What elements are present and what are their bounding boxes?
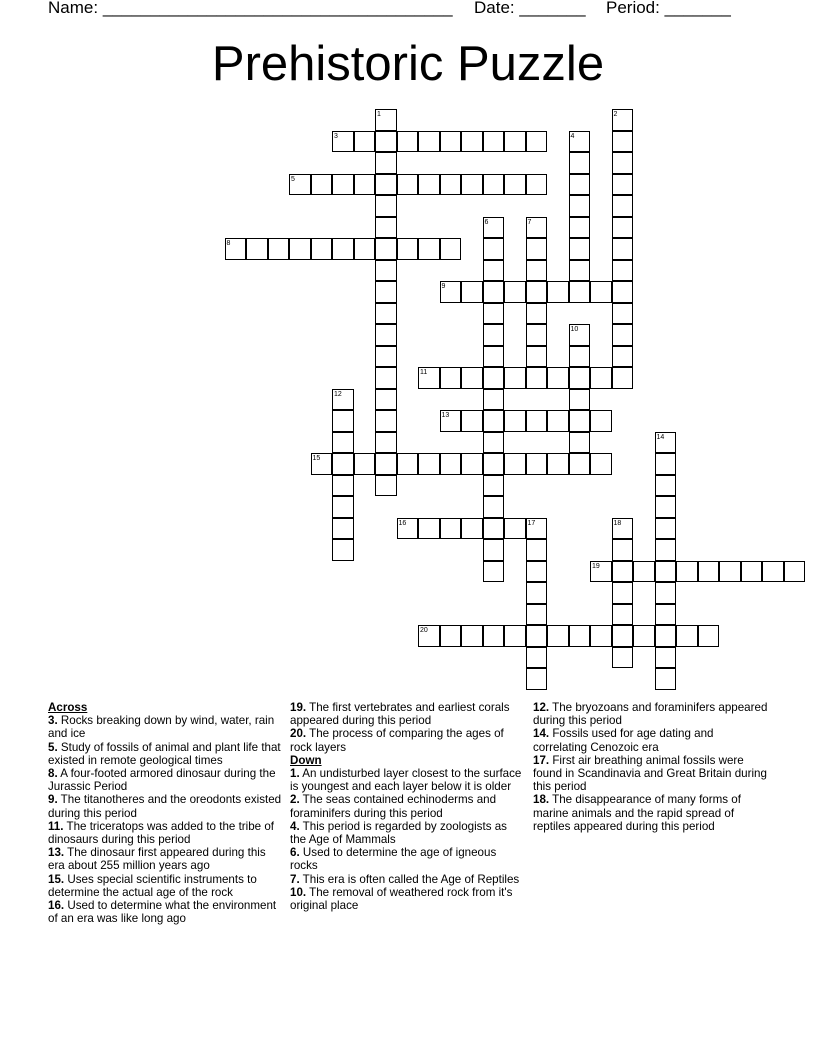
across-clue: [48, 714, 283, 740]
crossword-cell[interactable]: [418, 518, 440, 540]
crossword-cell[interactable]: [569, 389, 591, 411]
date-line: _______: [519, 0, 586, 17]
crossword-cell[interactable]: [418, 131, 440, 153]
crossword-cell[interactable]: [483, 281, 505, 303]
clue-text: The triceratops was added to the tribe of dinosaurs during this period: [48, 819, 275, 847]
crossword-cell[interactable]: [483, 432, 505, 454]
crossword-cell[interactable]: [655, 604, 677, 626]
crossword-cell[interactable]: [397, 174, 419, 196]
crossword-cell[interactable]: [483, 410, 505, 432]
crossword-cell[interactable]: [526, 324, 548, 346]
crossword-cell[interactable]: [483, 303, 505, 325]
crossword-cell[interactable]: [526, 625, 548, 647]
crossword-cell[interactable]: [332, 539, 354, 561]
crossword-cell[interactable]: [461, 518, 483, 540]
crossword-cell[interactable]: [569, 625, 591, 647]
crossword-cell[interactable]: [612, 238, 634, 260]
crossword-cell[interactable]: [440, 131, 462, 153]
crossword-cell[interactable]: [461, 131, 483, 153]
crossword-cell[interactable]: [375, 346, 397, 368]
across-clue: [48, 899, 283, 925]
clue-number: 15: [312, 455, 321, 462]
crossword-cell[interactable]: [332, 453, 354, 475]
clue-number: 12: [334, 390, 342, 398]
crossword-cell[interactable]: [332, 475, 354, 497]
clue-number: 10.: [290, 885, 307, 899]
crossword-cell[interactable]: [569, 367, 591, 389]
crossword-cell[interactable]: [633, 625, 655, 647]
crossword-cell[interactable]: [526, 367, 548, 389]
clue-number: 2.: [290, 793, 300, 807]
crossword-cell[interactable]: [375, 131, 397, 153]
clue-number: 9.: [48, 793, 58, 807]
clue-number: 10: [570, 326, 579, 333]
crossword-cell[interactable]: [590, 367, 612, 389]
crossword-cell[interactable]: [612, 625, 634, 647]
down-clue: [533, 727, 768, 753]
across-clue: [290, 701, 522, 727]
clue-number: 11: [420, 369, 428, 376]
crossword-cell[interactable]: [332, 518, 354, 540]
crossword-cell[interactable]: [461, 281, 483, 303]
crossword-cell[interactable]: [268, 238, 290, 260]
crossword-cell[interactable]: [633, 561, 655, 583]
crossword-cell[interactable]: [655, 453, 677, 475]
down-heading: Down: [290, 753, 322, 767]
crossword-cell[interactable]: [354, 174, 376, 196]
clue-text: The bryozoans and foraminifers appeared during this period: [533, 701, 768, 728]
clue-column-3: [533, 701, 768, 833]
across-clue: [48, 793, 283, 819]
name-label: Name:: [48, 0, 99, 17]
crossword-cell[interactable]: [375, 410, 397, 432]
crossword-cell[interactable]: [354, 453, 376, 475]
page-title: Prehistoric Puzzle: [211, 37, 605, 91]
across-clue: [48, 767, 283, 793]
clue-number: 7.: [290, 872, 300, 886]
crossword-cell[interactable]: [440, 453, 462, 475]
down-clue: [533, 701, 768, 727]
clue-number: 8.: [48, 767, 58, 781]
clue-text: Used to determine what the environment of an era was like long ago: [48, 899, 277, 926]
clue-text: The titanotheres and the oreodonts existed during this period: [48, 793, 282, 820]
crossword-cell[interactable]: [504, 281, 526, 303]
across-clue: [48, 873, 283, 899]
clue-text: An undisturbed layer closest to the surface is youngest and each layer below it is older: [290, 767, 522, 794]
clue-number: 20.: [290, 727, 307, 741]
crossword-cell[interactable]: [612, 174, 634, 196]
clue-text: Fossils used for age dating and correlating Cenozoic era: [533, 727, 714, 754]
crossword-cell[interactable]: [504, 174, 526, 196]
date-label: Date:: [474, 0, 515, 17]
crossword-cell[interactable]: [332, 174, 354, 196]
crossword-cell[interactable]: [504, 518, 526, 540]
crossword-cell[interactable]: [332, 238, 354, 260]
across-clue: [48, 820, 283, 846]
crossword-cell[interactable]: [526, 453, 548, 475]
period-label: Period:: [606, 0, 660, 17]
crossword-cell[interactable]: [612, 131, 634, 153]
clue-text: The dinosaur first appeared during this era about 255 million years ago: [48, 846, 266, 873]
across-clue-list-continued: [290, 701, 522, 754]
crossword-cell[interactable]: [569, 260, 591, 282]
crossword-cell[interactable]: [526, 668, 548, 690]
clue-number: 3.: [48, 714, 58, 728]
clue-number: 13.: [48, 846, 65, 860]
crossword-cell[interactable]: [483, 346, 505, 368]
crossword-cell[interactable]: [590, 281, 612, 303]
crossword-cell[interactable]: [676, 561, 698, 583]
clue-number: 1: [377, 111, 381, 118]
crossword-cell[interactable]: [483, 625, 505, 647]
crossword-cell[interactable]: [375, 195, 397, 217]
clue-text: The removal of weathered rock from it's original place: [290, 885, 513, 913]
crossword-cell[interactable]: [569, 453, 591, 475]
crossword-cell[interactable]: [461, 453, 483, 475]
crossword-cell[interactable]: [332, 410, 354, 432]
clue-text: Uses special scientific instruments to determine the actual age of the rock: [48, 872, 257, 899]
crossword-cell[interactable]: [655, 668, 677, 690]
crossword-cell[interactable]: [569, 217, 591, 239]
across-clue: [48, 741, 283, 767]
crossword-cell[interactable]: [526, 539, 548, 561]
crossword-cell[interactable]: [332, 496, 354, 518]
clue-number: 6.: [290, 846, 300, 860]
crossword-cell[interactable]: [590, 410, 612, 432]
crossword-cell[interactable]: [612, 195, 634, 217]
crossword-cell[interactable]: [655, 561, 677, 583]
clue-number: 8: [226, 240, 231, 247]
clue-number: 16: [398, 519, 407, 527]
crossword-cell[interactable]: [397, 131, 419, 153]
period-line: _______: [664, 0, 731, 17]
clue-text: The first vertebrates and earliest corals appeared during this period: [290, 701, 510, 728]
crossword-cell[interactable]: [504, 131, 526, 153]
down-clue: [290, 793, 522, 819]
clue-number: 5: [291, 175, 295, 183]
clue-number: 4.: [290, 819, 300, 833]
clue-column-2: [290, 701, 522, 912]
clue-text: This period is regarded by zoologists as the Age of Mammals: [290, 819, 507, 847]
crossword-cell[interactable]: [483, 561, 505, 583]
crossword-cell[interactable]: [461, 625, 483, 647]
crossword-cell[interactable]: [397, 238, 419, 260]
crossword-cell[interactable]: [375, 217, 397, 239]
clue-number: 2: [613, 111, 618, 118]
clue-number: 16.: [48, 899, 65, 913]
crossword-cell[interactable]: [418, 238, 440, 260]
crossword-cell[interactable]: [504, 367, 526, 389]
down-clue-list: [290, 767, 522, 912]
crossword-cell[interactable]: [504, 625, 526, 647]
crossword-cell[interactable]: [719, 561, 741, 583]
crossword-cell[interactable]: [375, 324, 397, 346]
clue-text: This era is often called the Age of Reptiles: [299, 872, 520, 886]
crossword-cell[interactable]: [526, 281, 548, 303]
crossword-cell[interactable]: [547, 625, 569, 647]
crossword-cell[interactable]: [440, 174, 462, 196]
clue-number: 19.: [290, 701, 307, 714]
crossword-cell[interactable]: [698, 625, 720, 647]
crossword-cell[interactable]: [590, 625, 612, 647]
clue-number: 3: [334, 132, 338, 140]
crossword-cell[interactable]: [612, 367, 634, 389]
crossword-cell[interactable]: [289, 238, 311, 260]
across-clue: [48, 846, 283, 872]
clue-text: Rocks breaking down by wind, water, rain and ice: [48, 714, 275, 741]
crossword-cell[interactable]: [762, 561, 784, 583]
crossword-cell[interactable]: [526, 174, 548, 196]
clue-number: 12.: [533, 701, 550, 714]
crossword-cell[interactable]: [569, 410, 591, 432]
crossword-cell[interactable]: [375, 281, 397, 303]
crossword-cell[interactable]: [440, 518, 462, 540]
crossword-cell[interactable]: [483, 539, 505, 561]
crossword-cell[interactable]: [483, 453, 505, 475]
crossword-cell[interactable]: [483, 389, 505, 411]
crossword-cell[interactable]: [483, 324, 505, 346]
crossword-cell[interactable]: [612, 281, 634, 303]
clue-text: Used to determine the age of igneous rocks: [290, 846, 497, 873]
crossword-cell[interactable]: [526, 561, 548, 583]
crossword-cell[interactable]: [655, 475, 677, 497]
crossword-cell[interactable]: [332, 432, 354, 454]
crossword-cell[interactable]: [375, 389, 397, 411]
clue-number: 17.: [533, 753, 550, 767]
clue-text: The disappearance of many forms of marine animals and the rapid spread of reptiles appeared during this period: [533, 793, 741, 833]
crossword-cell[interactable]: [375, 238, 397, 260]
crossword-cell[interactable]: [483, 260, 505, 282]
crossword-cell[interactable]: [526, 303, 548, 325]
crossword-cell[interactable]: [375, 367, 397, 389]
crossword-cell[interactable]: [504, 453, 526, 475]
crossword-cell[interactable]: [526, 131, 548, 153]
crossword-cell[interactable]: [741, 561, 763, 583]
crossword-cell[interactable]: [418, 174, 440, 196]
clue-number: 13: [441, 412, 450, 419]
crossword-cell[interactable]: [440, 367, 462, 389]
clue-number: 4: [570, 132, 575, 140]
crossword-cell[interactable]: [526, 410, 548, 432]
crossword-cell[interactable]: [612, 561, 634, 583]
name-line: _____________________________________: [102, 0, 453, 17]
crossword-cell[interactable]: [440, 625, 462, 647]
crossword-cell[interactable]: [526, 582, 548, 604]
crossword-cell[interactable]: [612, 582, 634, 604]
crossword-cell[interactable]: [526, 346, 548, 368]
down-clue: [290, 886, 522, 912]
clue-number: 1.: [290, 767, 300, 781]
crossword-cell[interactable]: [483, 496, 505, 518]
clue-text: The process of comparing the ages of rock layers: [290, 727, 504, 754]
across-clue-list: [48, 714, 283, 925]
crossword-cell[interactable]: [655, 647, 677, 669]
clue-text: First air breathing animal fossils were found in Scandinavia and Great Britain during this period: [533, 753, 767, 794]
crossword-cell[interactable]: [569, 281, 591, 303]
clue-number: 15.: [48, 872, 65, 886]
clue-text: The seas contained echinoderms and foraminifers during this period: [290, 793, 497, 820]
crossword-cell[interactable]: [526, 260, 548, 282]
crossword-cell[interactable]: [612, 539, 634, 561]
clue-number: 20: [420, 627, 428, 634]
crossword-cell[interactable]: [569, 432, 591, 454]
clue-number: 17: [527, 519, 536, 527]
crossword-cell[interactable]: [526, 238, 548, 260]
down-clue: [290, 767, 522, 793]
crossword-cell[interactable]: [784, 561, 806, 583]
clue-text: Study of fossils of animal and plant life that existed in remote geological times: [48, 740, 281, 767]
down-clue-list-continued: [533, 701, 768, 833]
crossword-cell[interactable]: [354, 131, 376, 153]
clue-number: 18: [613, 519, 622, 527]
across-heading: Across: [48, 701, 88, 714]
crossword-cell[interactable]: [612, 217, 634, 239]
crossword-cell[interactable]: [375, 260, 397, 282]
crossword-cell[interactable]: [461, 367, 483, 389]
crossword-cell[interactable]: [461, 174, 483, 196]
crossword-cell[interactable]: [547, 281, 569, 303]
crossword-cell[interactable]: [483, 367, 505, 389]
crossword-cell[interactable]: [612, 346, 634, 368]
across-clue: [290, 727, 522, 753]
crossword-cell[interactable]: [676, 625, 698, 647]
crossword-cell[interactable]: [612, 647, 634, 669]
crossword-cell[interactable]: [354, 238, 376, 260]
crossword-cell[interactable]: [311, 238, 333, 260]
crossword-cell[interactable]: [655, 539, 677, 561]
crossword-cell[interactable]: [483, 518, 505, 540]
crossword-cell[interactable]: [397, 453, 419, 475]
clue-number: 5.: [48, 740, 58, 754]
clue-text: A four-footed armored dinosaur during the Jurassic Period: [48, 767, 276, 794]
crossword-cell[interactable]: [612, 260, 634, 282]
crossword-cell[interactable]: [526, 604, 548, 626]
crossword-cell[interactable]: [547, 453, 569, 475]
clue-number: 19: [592, 562, 600, 570]
crossword-cell[interactable]: [569, 238, 591, 260]
crossword-cell[interactable]: [569, 195, 591, 217]
down-clue: [290, 846, 522, 872]
crossword-cell[interactable]: [375, 475, 397, 497]
crossword-cell[interactable]: [526, 647, 548, 669]
crossword-cell[interactable]: [612, 303, 634, 325]
crossword-cell[interactable]: [590, 453, 612, 475]
crossword-cell[interactable]: [655, 496, 677, 518]
crossword-cell[interactable]: [461, 410, 483, 432]
crossword-cell[interactable]: [483, 131, 505, 153]
crossword-cell[interactable]: [655, 582, 677, 604]
crossword-cell[interactable]: [612, 604, 634, 626]
crossword-cell[interactable]: [418, 453, 440, 475]
crossword-cell[interactable]: [612, 324, 634, 346]
down-clue: [290, 873, 522, 886]
crossword-cell[interactable]: [483, 174, 505, 196]
crossword-cell[interactable]: [547, 367, 569, 389]
crossword-cell[interactable]: [547, 410, 569, 432]
crossword-cell[interactable]: [311, 174, 333, 196]
crossword-cell[interactable]: [375, 303, 397, 325]
crossword-cell[interactable]: [698, 561, 720, 583]
down-clue: [290, 820, 522, 846]
crossword-cell[interactable]: [440, 238, 462, 260]
clue-number: 18.: [533, 793, 550, 807]
clue-number: 11.: [48, 819, 64, 833]
crossword-cell[interactable]: [612, 152, 634, 174]
crossword-cell[interactable]: [375, 152, 397, 174]
crossword-cell[interactable]: [375, 432, 397, 454]
down-clue: [533, 754, 768, 794]
clue-number: 7: [527, 218, 532, 226]
crossword-cell[interactable]: [483, 475, 505, 497]
crossword-cell[interactable]: [483, 238, 505, 260]
clue-number: 9: [441, 283, 446, 290]
crossword-cell[interactable]: [375, 174, 397, 196]
crossword-cell[interactable]: [569, 346, 591, 368]
clue-number: 14.: [533, 727, 550, 741]
crossword-cell[interactable]: [655, 518, 677, 540]
clue-column-1: [48, 701, 283, 925]
crossword-cell[interactable]: [504, 410, 526, 432]
down-clue: [533, 793, 768, 833]
crossword-cell[interactable]: [655, 625, 677, 647]
crossword-cell[interactable]: [569, 174, 591, 196]
clue-number: 6: [484, 218, 489, 226]
crossword-cell[interactable]: [246, 238, 268, 260]
crossword-cell[interactable]: [569, 152, 591, 174]
clue-number: 14: [656, 433, 665, 441]
crossword-cell[interactable]: [375, 453, 397, 475]
